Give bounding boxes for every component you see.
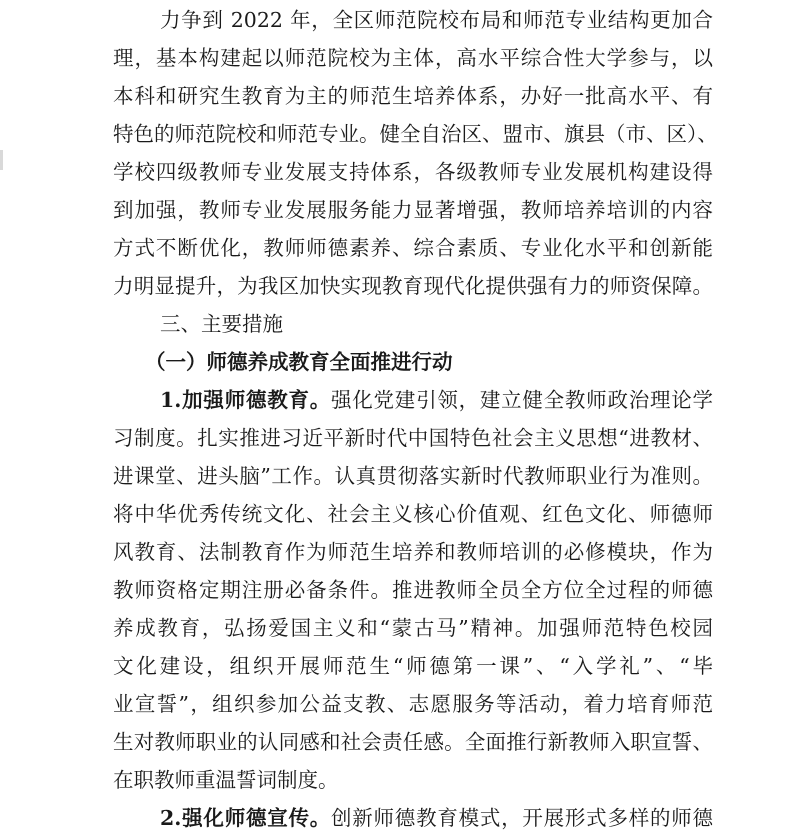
paragraph-line: 本科和研究生教育为主的师范生培养体系，办好一批高水平、有 [113,84,713,108]
paragraph-line: 特色的师范院校和师范专业。健全自治区、盟市、旗县（市、区）、 [113,122,718,146]
section-heading: 三、主要措施 [160,312,283,336]
item-title: 2.强化师德宣传。 [160,806,332,830]
paragraph-line: 力争到 2022 年，全区师范院校布局和师范专业结构更加合 [160,8,713,32]
paragraph-line: 方式不断优化，教师师德素养、综合素质、专业化水平和创新能 [113,236,713,260]
paragraph-line: 在职教师重温誓词制度。 [113,768,339,792]
paragraph-line: 业宣誓”，组织参加公益支教、志愿服务等活动，着力培育师范 [113,692,713,716]
subsection-heading: （一）师德养成教育全面推进行动 [145,350,453,374]
paragraph-line: 将中华优秀传统文化、社会主义核心价值观、红色文化、师德师 [113,502,713,526]
paragraph-line: 习制度。扎实推进习近平新时代中国特色社会主义思想“进教材、 [113,426,713,450]
paragraph-line: 学校四级教师专业发展支持体系，各级教师专业发展机构建设得 [113,160,713,184]
item-title: 1.加强师德教育。 [160,388,332,412]
paragraph-line: 到加强，教师专业发展服务能力显著增强，教师培养培训的内容 [113,198,713,222]
paragraph-line: 风教育、法制教育作为师范生培养和教师培训的必修模块，作为 [113,540,713,564]
item-first-line [160,806,713,830]
paragraph-line: 生对教师职业的认同感和社会责任感。全面推行新教师入职宣誓、 [113,730,713,754]
paragraph-line: 理，基本构建起以师范院校为主体，高水平综合性大学参与，以 [113,46,713,70]
item-text: 强化党建引领，建立健全教师政治理论学 [331,388,713,412]
item-first-line [160,388,713,412]
paragraph-line: 进课堂、进头脑”工作。认真贯彻落实新时代教师职业行为准则。 [113,464,713,488]
paragraph-line: 文化建设，组织开展师范生“师德第一课”、“入学礼”、“毕 [113,654,713,678]
scan-margin-mark [0,150,3,170]
paragraph-line: 养成教育，弘扬爱国主义和“蒙古马”精神。加强师范特色校园 [113,616,713,640]
item-text: 创新师德教育模式，开展形式多样的师德 [331,806,713,830]
paragraph-line: 教师资格定期注册必备条件。推进教师全员全方位全过程的师德 [113,578,713,602]
paragraph-line: 力明显提升，为我区加快实现教育现代化提供强有力的师资保障。 [113,274,713,298]
